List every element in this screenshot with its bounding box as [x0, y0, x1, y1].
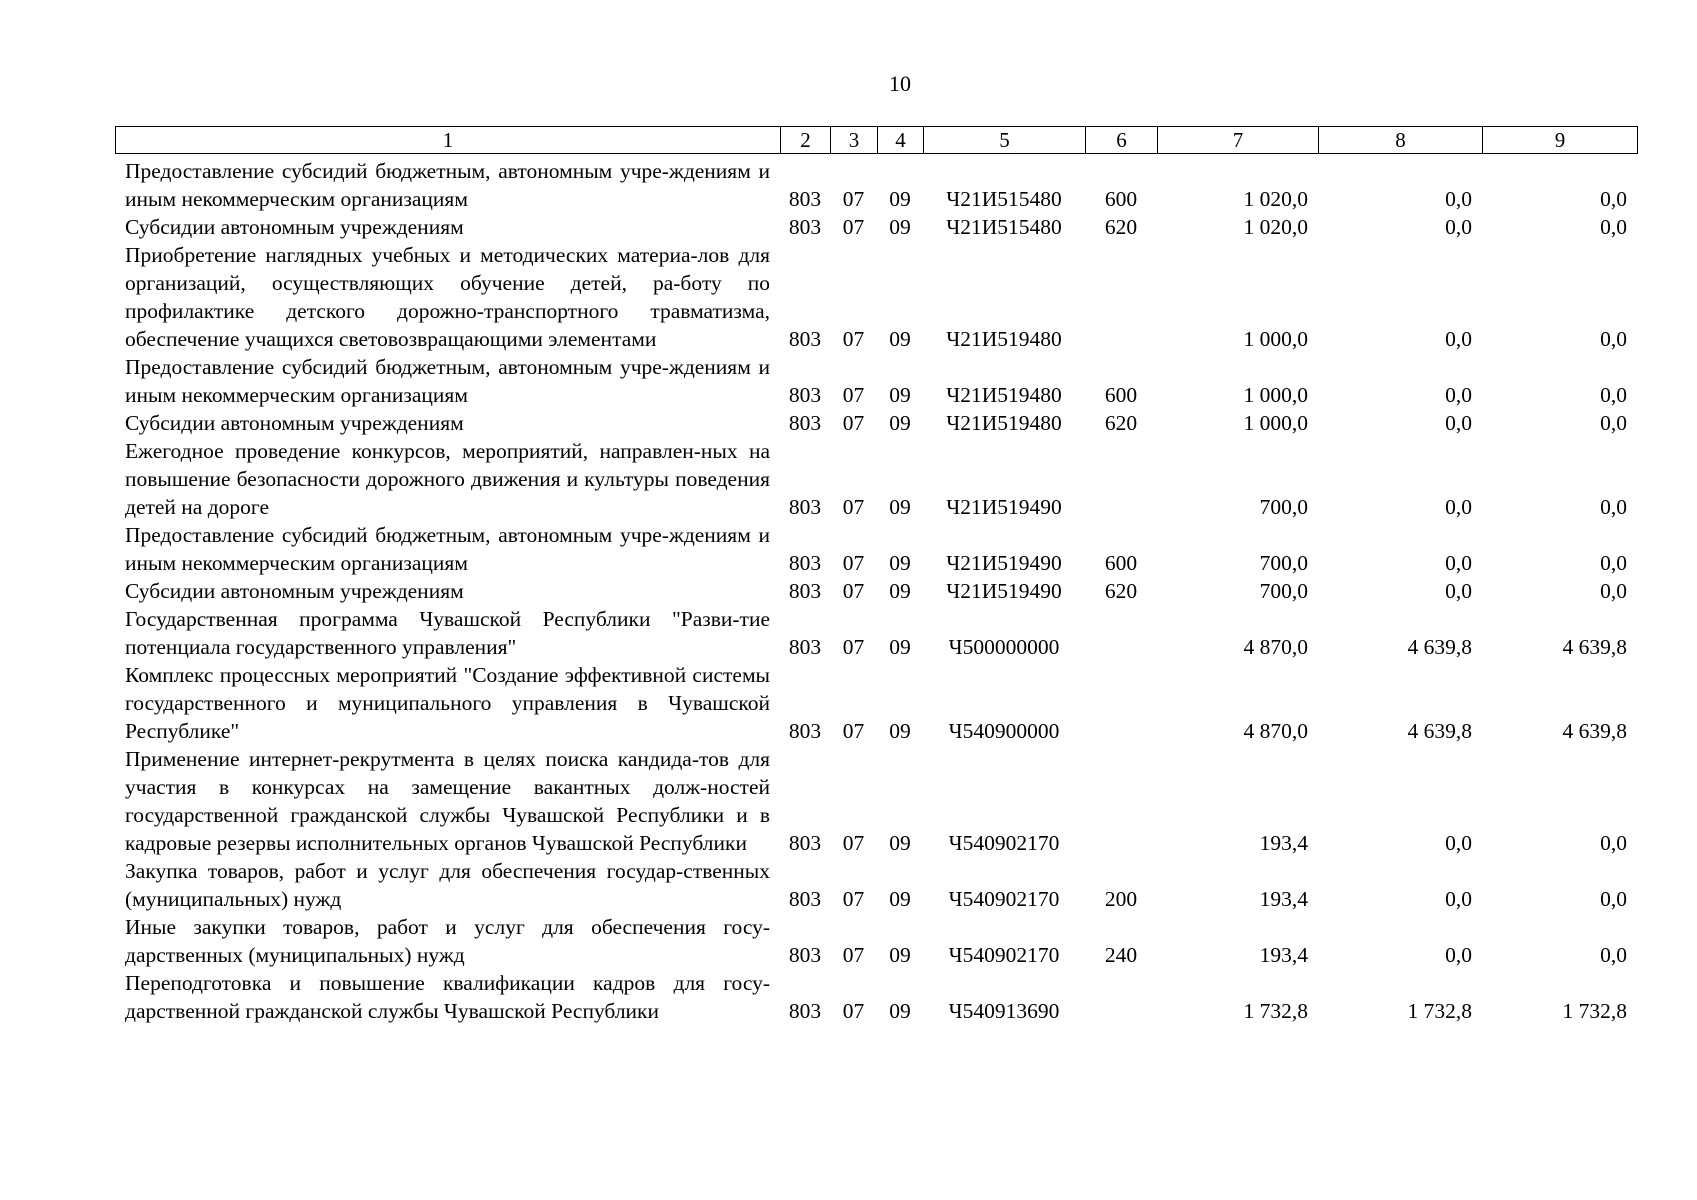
row-amount-col9: 1 732,8 [1562, 999, 1627, 1023]
row-amount-col7: 1 000,0 [1243, 411, 1308, 435]
row-grbs-code: 803 [788, 411, 822, 435]
row-section-code: 07 [842, 495, 865, 519]
row-amount-col9: 0,0 [1600, 383, 1627, 407]
row-amount-col9: 4 639,8 [1562, 719, 1627, 743]
row-amount-col8: 0,0 [1445, 579, 1472, 603]
row-grbs-code: 803 [788, 943, 822, 967]
row-subsection-code: 09 [889, 943, 911, 967]
header-cell-8: 8 [1319, 127, 1483, 154]
row-expense-type-code [1085, 745, 1157, 857]
row-target-article-code: Ч21И519480 [946, 327, 1062, 351]
row-target-article-code: Ч540902170 [948, 887, 1060, 911]
row-grbs-code: 803 [788, 327, 822, 351]
row-target-article-code: Ч540900000 [948, 719, 1060, 743]
table-row [115, 857, 1637, 913]
row-grbs-code: 803 [788, 887, 822, 911]
row-expense-type-code [1085, 437, 1157, 521]
page-number: 10 [889, 71, 911, 96]
header-cell-4: 4 [878, 127, 924, 154]
table-row [115, 437, 1637, 521]
row-amount-col7: 193,4 [1259, 831, 1308, 855]
row-section-code: 07 [842, 411, 865, 435]
row-amount-col8: 1 732,8 [1407, 999, 1472, 1023]
row-expense-type-code: 620 [1104, 579, 1138, 603]
row-amount-col8: 4 639,8 [1407, 635, 1472, 659]
row-section-code: 07 [842, 831, 865, 855]
row-subsection-code: 09 [889, 215, 911, 239]
row-target-article-code: Ч21И519480 [946, 383, 1062, 407]
row-name: Применение интернет-рекрутмента в целях поиска кандида-тов для участия в конкурсах на замещение вакантных долж-ностей государственной гражданской службы Чувашской Республики и в кадровые резервы исполнительных органов Чувашской Республики [125, 747, 770, 855]
row-target-article-code: Ч21И515480 [946, 215, 1062, 239]
table-row [115, 969, 1637, 1025]
row-section-code: 07 [842, 635, 865, 659]
header-cell-6: 6 [1086, 127, 1158, 154]
row-name: Предоставление субсидий бюджетным, автономным учре-ждениям и иным некоммерческим организациям [125, 523, 770, 575]
row-name: Переподготовка и повышение квалификации кадров для госу-дарственной гражданской службы Чувашской Республики [125, 971, 770, 1023]
row-section-code: 07 [842, 215, 865, 239]
row-name: Субсидии автономным учреждениям [125, 579, 464, 603]
row-section-code: 07 [842, 719, 865, 743]
row-amount-col7: 4 870,0 [1243, 719, 1308, 743]
row-subsection-code: 09 [889, 383, 911, 407]
row-amount-col8: 0,0 [1445, 887, 1472, 911]
row-target-article-code: Ч540913690 [948, 999, 1060, 1023]
row-subsection-code: 09 [889, 579, 911, 603]
row-name: Закупка товаров, работ и услуг для обеспечения государ-ственных (муниципальных) нужд [125, 859, 770, 911]
header-cell-5: 5 [924, 127, 1086, 154]
row-expense-type-code [1085, 605, 1157, 661]
table-row [115, 213, 1637, 241]
table-row [115, 241, 1637, 353]
header-row [116, 127, 1638, 154]
row-amount-col9: 4 639,8 [1562, 635, 1627, 659]
row-section-code: 07 [842, 551, 865, 575]
row-section-code: 07 [842, 943, 865, 967]
header-cell-9: 9 [1483, 127, 1638, 154]
row-amount-col7: 1 020,0 [1243, 215, 1308, 239]
row-expense-type-code: 240 [1104, 943, 1138, 967]
row-amount-col8: 0,0 [1445, 327, 1472, 351]
row-subsection-code: 09 [889, 495, 911, 519]
row-amount-col8: 0,0 [1445, 187, 1472, 211]
row-grbs-code: 803 [788, 495, 822, 519]
row-section-code: 07 [842, 579, 865, 603]
row-section-code: 07 [842, 327, 865, 351]
row-name: Предоставление субсидий бюджетным, автономным учре-ждениям и иным некоммерческим организациям [125, 355, 770, 407]
row-amount-col9: 0,0 [1600, 551, 1627, 575]
row-name: Иные закупки товаров, работ и услуг для обеспечения госу-дарственных (муниципальных) нужд [125, 915, 770, 967]
row-grbs-code: 803 [788, 579, 822, 603]
row-target-article-code: Ч540902170 [948, 943, 1060, 967]
row-section-code: 07 [842, 187, 865, 211]
row-amount-col7: 1 000,0 [1243, 383, 1308, 407]
row-expense-type-code: 600 [1104, 187, 1138, 211]
header-cell-1: 1 [116, 127, 781, 154]
column-number-header [115, 126, 1638, 154]
table-row [115, 409, 1637, 437]
table-row [115, 577, 1637, 605]
row-expense-type-code [1085, 241, 1157, 353]
row-grbs-code: 803 [788, 831, 822, 855]
row-grbs-code: 803 [788, 187, 822, 211]
table-row [115, 521, 1637, 577]
row-grbs-code: 803 [788, 719, 822, 743]
row-expense-type-code: 600 [1104, 551, 1138, 575]
header-cell-2: 2 [781, 127, 831, 154]
row-amount-col7: 193,4 [1259, 887, 1308, 911]
row-name: Приобретение наглядных учебных и методических материа-лов для организаций, осуществляющих обучение детей, ра-боту по профилактике детского дорожно-транспортного травматизма, обеспечение учащихся световозвращающими элементами [125, 243, 770, 351]
row-subsection-code: 09 [889, 831, 911, 855]
row-amount-col9: 0,0 [1600, 495, 1627, 519]
row-amount-col8: 0,0 [1445, 411, 1472, 435]
row-amount-col7: 1 000,0 [1243, 327, 1308, 351]
row-target-article-code: Ч21И519480 [946, 411, 1062, 435]
row-grbs-code: 803 [788, 215, 822, 239]
row-target-article-code: Ч21И519490 [946, 579, 1062, 603]
row-amount-col9: 0,0 [1600, 187, 1627, 211]
row-subsection-code: 09 [889, 719, 911, 743]
row-amount-col9: 0,0 [1600, 831, 1627, 855]
row-amount-col9: 0,0 [1600, 215, 1627, 239]
row-grbs-code: 803 [788, 635, 822, 659]
row-target-article-code: Ч21И519490 [946, 495, 1062, 519]
row-target-article-code: Ч21И519490 [946, 551, 1062, 575]
row-amount-col7: 700,0 [1259, 495, 1308, 519]
budget-table [115, 157, 1637, 1025]
row-amount-col7: 1 020,0 [1243, 187, 1308, 211]
row-amount-col8: 0,0 [1445, 943, 1472, 967]
row-name: Субсидии автономным учреждениям [125, 215, 464, 239]
row-amount-col9: 0,0 [1600, 411, 1627, 435]
row-expense-type-code: 600 [1104, 383, 1138, 407]
row-subsection-code: 09 [889, 187, 911, 211]
row-section-code: 07 [842, 887, 865, 911]
row-amount-col7: 193,4 [1259, 943, 1308, 967]
row-amount-col9: 0,0 [1600, 579, 1627, 603]
row-expense-type-code [1085, 661, 1157, 745]
row-name: Субсидии автономным учреждениям [125, 411, 464, 435]
table-row [115, 745, 1637, 857]
row-amount-col8: 0,0 [1445, 495, 1472, 519]
row-subsection-code: 09 [889, 887, 911, 911]
row-name: Ежегодное проведение конкурсов, мероприятий, направлен-ных на повышение безопасности дорожного движения и культуры поведения детей на дороге [125, 439, 770, 519]
table-row [115, 353, 1637, 409]
row-amount-col9: 0,0 [1600, 887, 1627, 911]
row-name: Предоставление субсидий бюджетным, автономным учре-ждениям и иным некоммерческим организациям [125, 159, 770, 211]
row-amount-col8: 0,0 [1445, 551, 1472, 575]
row-expense-type-code: 620 [1104, 215, 1138, 239]
row-name: Комплекс процессных мероприятий "Создание эффективной системы государственного и муниципального управления в Чувашской Республике" [125, 663, 770, 743]
row-target-article-code: Ч540902170 [948, 831, 1060, 855]
row-amount-col7: 4 870,0 [1243, 635, 1308, 659]
row-subsection-code: 09 [889, 411, 911, 435]
row-amount-col7: 1 732,8 [1243, 999, 1308, 1023]
row-amount-col9: 0,0 [1600, 943, 1627, 967]
row-target-article-code: Ч21И515480 [946, 187, 1062, 211]
row-grbs-code: 803 [788, 383, 822, 407]
table-row [115, 157, 1637, 213]
row-subsection-code: 09 [889, 551, 911, 575]
row-expense-type-code: 200 [1104, 887, 1138, 911]
row-amount-col9: 0,0 [1600, 327, 1627, 351]
row-section-code: 07 [842, 999, 865, 1023]
row-amount-col8: 0,0 [1445, 215, 1472, 239]
row-subsection-code: 09 [889, 327, 911, 351]
row-subsection-code: 09 [889, 999, 911, 1023]
table-row [115, 661, 1637, 745]
row-expense-type-code [1085, 969, 1157, 1025]
row-name: Государственная программа Чувашской Республики "Разви-тие потенциала государственного управления" [125, 607, 770, 659]
row-grbs-code: 803 [788, 999, 822, 1023]
row-subsection-code: 09 [889, 635, 911, 659]
table-row [115, 913, 1637, 969]
row-target-article-code: Ч500000000 [948, 635, 1060, 659]
row-amount-col7: 700,0 [1259, 551, 1308, 575]
header-cell-3: 3 [831, 127, 878, 154]
row-expense-type-code: 620 [1104, 411, 1138, 435]
table-row [115, 605, 1637, 661]
row-amount-col8: 0,0 [1445, 831, 1472, 855]
row-amount-col8: 4 639,8 [1407, 719, 1472, 743]
header-cell-7: 7 [1158, 127, 1319, 154]
row-amount-col8: 0,0 [1445, 383, 1472, 407]
row-grbs-code: 803 [788, 551, 822, 575]
row-section-code: 07 [842, 383, 865, 407]
row-amount-col7: 700,0 [1259, 579, 1308, 603]
